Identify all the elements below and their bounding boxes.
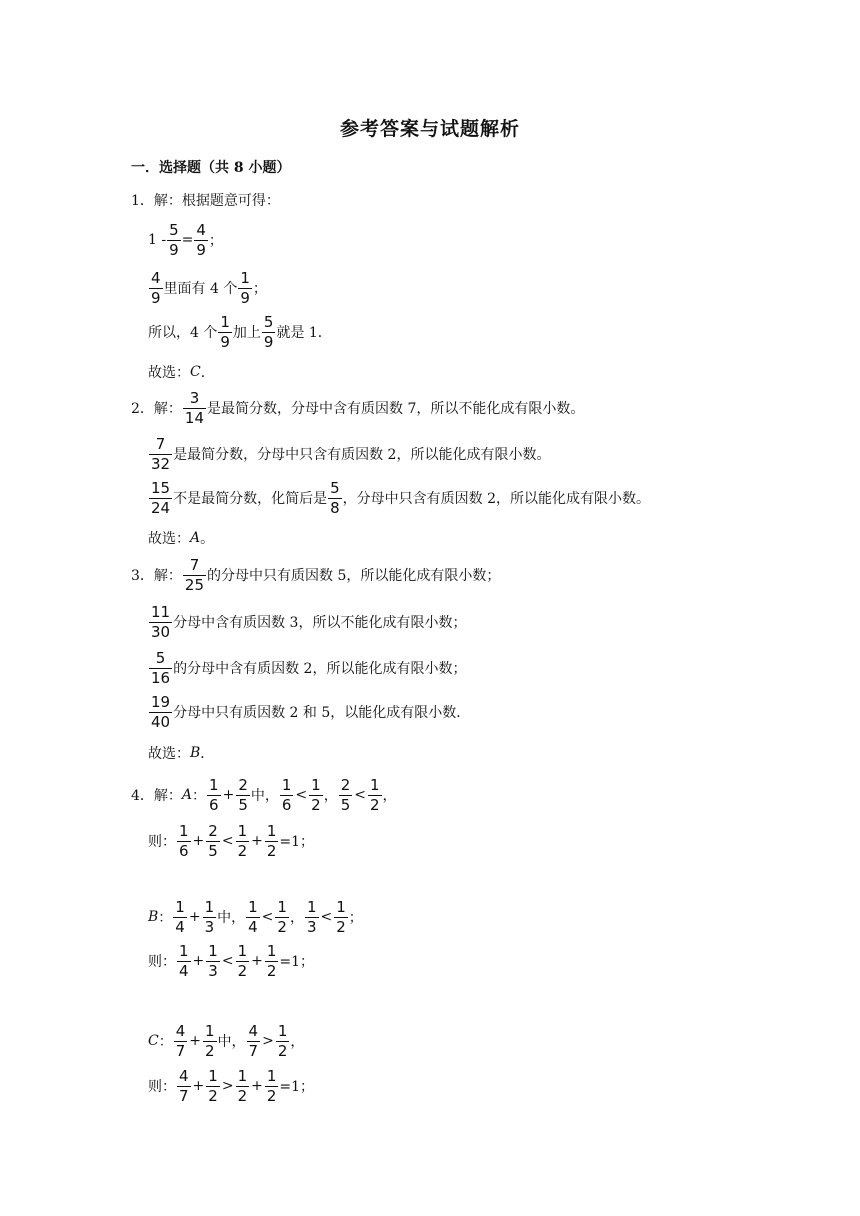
fraction-denominator: 2 (266, 961, 277, 980)
text-segment: 里面有 4 个 (163, 281, 238, 297)
text-segment: + (251, 1078, 263, 1094)
fraction-denominator: 9 (263, 332, 274, 351)
text-segment: 1．解：根据题意可得： (131, 193, 280, 209)
fraction (238, 268, 252, 307)
fraction-numerator: 1 (205, 1021, 215, 1040)
q1-heading (131, 180, 280, 220)
fraction-denominator: 3 (204, 917, 215, 936)
fraction-numerator: 1 (240, 268, 250, 287)
fraction (149, 478, 172, 517)
text-segment: A (181, 787, 193, 803)
text-segment: 的分母中含有质因数 2，所以能化成有限小数； (173, 661, 467, 677)
fraction (339, 775, 353, 814)
fraction (177, 1066, 191, 1105)
fraction-denominator: 9 (220, 332, 230, 351)
fraction (177, 941, 191, 980)
text-segment: 的分母中只有质因数 5，所以能化成有限小数； (207, 568, 501, 584)
fraction-denominator: 4 (175, 917, 185, 936)
fraction-denominator: 9 (240, 288, 250, 307)
text-segment: ， (290, 1034, 305, 1050)
text-segment: + (189, 1033, 201, 1049)
text-segment: 则： (148, 1079, 176, 1095)
q3-line-4 (148, 692, 470, 732)
text-segment: C (190, 364, 201, 380)
q4-option-c (148, 1021, 304, 1061)
fraction (149, 434, 172, 473)
fraction (183, 555, 206, 594)
fraction-denominator: 3 (306, 917, 317, 936)
text-segment: 4．解： (131, 788, 182, 804)
fraction (305, 897, 319, 936)
text-segment: ； (348, 910, 363, 926)
fraction-denominator: 4 (179, 961, 189, 980)
fraction (265, 1066, 279, 1105)
text-segment: + (251, 953, 263, 969)
fraction-numerator: 1 (266, 1066, 277, 1085)
fraction-denominator: 7 (175, 1041, 186, 1060)
text-segment: 中， (217, 1034, 246, 1050)
fraction (275, 897, 289, 936)
fraction (173, 897, 187, 936)
fraction-numerator: 2 (208, 821, 218, 840)
text-segment: 3．解： (131, 568, 182, 584)
fraction-denominator: 3 (208, 961, 218, 980)
fraction-numerator: 4 (179, 1066, 189, 1085)
fraction (328, 478, 342, 517)
q4-option-b (148, 897, 363, 937)
fraction-denominator: 32 (151, 454, 171, 473)
text-segment: 是最简分数，分母中只含有质因数 2，所以能化成有限小数。 (173, 447, 551, 463)
text-segment: =1； (279, 954, 315, 970)
fraction (236, 775, 250, 814)
text-segment: 1 - (148, 232, 167, 248)
fraction-denominator: 9 (196, 240, 206, 259)
fraction-numerator: 7 (155, 434, 166, 453)
text-segment: 则： (148, 834, 176, 850)
q2-line-3 (148, 478, 650, 518)
q4-option-a-then (148, 821, 314, 861)
fraction-denominator: 2 (208, 1086, 218, 1105)
q4-option-b-then (148, 941, 314, 981)
fraction-denominator: 2 (336, 917, 346, 936)
fraction-denominator: 14 (184, 408, 205, 427)
fraction (247, 1021, 261, 1060)
text-segment: A (190, 530, 201, 546)
text-segment: + (192, 953, 205, 969)
fraction-denominator: 2 (369, 795, 380, 814)
fraction (218, 312, 232, 351)
fraction-numerator: 1 (369, 775, 380, 794)
fraction-numerator: 4 (175, 1021, 186, 1040)
text-segment: ： (158, 1034, 173, 1050)
fraction-denominator: 2 (277, 917, 287, 936)
text-segment: ， (289, 910, 304, 926)
fraction (246, 897, 260, 936)
text-segment: 故选： (148, 531, 190, 547)
fraction-denominator: 2 (237, 841, 248, 860)
fraction-denominator: 2 (237, 961, 248, 980)
text-segment: + (192, 1078, 205, 1094)
fraction-numerator: 1 (311, 775, 321, 794)
fraction-denominator: 40 (151, 712, 171, 731)
fraction-denominator: 5 (208, 841, 218, 860)
fraction-denominator: 5 (238, 795, 248, 814)
fraction-denominator: 9 (151, 288, 161, 307)
fraction (149, 692, 172, 731)
fraction (183, 388, 206, 427)
fraction-numerator: 1 (266, 941, 277, 960)
fraction-numerator: 5 (263, 312, 274, 331)
fraction-denominator: 2 (205, 1041, 215, 1060)
fraction-numerator: 7 (189, 555, 200, 574)
text-segment: 。 (200, 531, 215, 547)
fraction-denominator: 6 (209, 795, 219, 814)
fraction-denominator: 2 (277, 1041, 288, 1060)
fraction-denominator: 8 (330, 498, 340, 517)
fraction-numerator: 5 (155, 648, 166, 667)
fraction-numerator: 1 (237, 941, 248, 960)
text-segment: + (192, 833, 205, 849)
fraction-numerator: 1 (209, 775, 219, 794)
fraction-numerator: 19 (151, 692, 171, 711)
fraction-numerator: 3 (189, 388, 200, 407)
text-segment: < (354, 787, 366, 803)
text-segment: =1； (279, 1079, 315, 1095)
fraction (236, 1066, 250, 1105)
q4-option-a (131, 775, 397, 815)
fraction-denominator: 6 (281, 795, 292, 814)
fraction (167, 220, 181, 259)
text-segment: 所以，4 个 (148, 325, 218, 341)
text-segment: 故选： (148, 365, 190, 381)
text-segment: ； (208, 233, 223, 249)
fraction-numerator: 1 (179, 821, 189, 840)
text-segment: ，分母中只含有质因数 2，所以能化成有限小数。 (342, 491, 650, 507)
fraction-denominator: 2 (266, 1086, 277, 1105)
fraction-numerator: 1 (277, 1021, 288, 1040)
text-segment: ． (200, 746, 215, 762)
fraction-numerator: 15 (151, 478, 171, 497)
fraction-numerator: 1 (281, 775, 292, 794)
fraction-denominator: 2 (237, 1086, 248, 1105)
fraction-numerator: 1 (336, 897, 346, 916)
text-segment: ； (252, 281, 267, 297)
fraction (368, 775, 382, 814)
text-segment: < (221, 833, 234, 849)
text-segment: B (190, 745, 201, 761)
fraction-numerator: 1 (248, 897, 258, 916)
fraction-denominator: 7 (248, 1041, 259, 1060)
fraction-denominator: 6 (179, 841, 189, 860)
fraction (149, 602, 172, 641)
text-segment: ， (323, 788, 338, 804)
fraction-numerator: 4 (196, 220, 206, 239)
fraction (149, 268, 163, 307)
text-segment: 故选： (148, 746, 190, 762)
fraction (236, 941, 250, 980)
fraction-denominator: 5 (340, 795, 351, 814)
q3-answer (148, 733, 214, 773)
fraction (309, 775, 323, 814)
text-segment: C (148, 1033, 159, 1049)
fraction (262, 312, 276, 351)
fraction (174, 1021, 188, 1060)
fraction (149, 648, 172, 687)
text-segment: ： (158, 910, 173, 926)
text-segment: 分母中只有质因数 2 和 5，以能化成有限小数． (173, 705, 471, 721)
text-segment: =1； (279, 834, 315, 850)
fraction-denominator: 7 (179, 1086, 189, 1105)
fraction-denominator: 25 (184, 575, 205, 594)
q3-line-1 (131, 555, 500, 595)
fraction-numerator: 2 (238, 775, 248, 794)
fraction-denominator: 2 (311, 795, 321, 814)
fraction-numerator: 1 (204, 897, 215, 916)
fraction-numerator: 11 (151, 602, 171, 621)
fraction (203, 1021, 217, 1060)
fraction-denominator: 16 (151, 668, 171, 687)
fraction (276, 1021, 290, 1060)
text-segment: + (251, 833, 263, 849)
fraction (203, 897, 217, 936)
fraction-numerator: 1 (266, 821, 277, 840)
q3-line-3 (148, 648, 466, 688)
text-segment: = (181, 232, 194, 248)
text-segment: + (222, 787, 235, 803)
text-segment: 加上 (232, 325, 261, 341)
fraction-denominator: 24 (151, 498, 171, 517)
fraction (206, 1066, 220, 1105)
fraction-numerator: 1 (220, 312, 230, 331)
fraction (194, 220, 208, 259)
fraction-numerator: 1 (179, 941, 189, 960)
fraction-numerator: 5 (169, 220, 179, 239)
text-segment: < (320, 909, 333, 925)
text-segment: 就是 1． (276, 325, 332, 341)
text-segment: 分母中含有质因数 3，所以不能化成有限小数； (173, 615, 467, 631)
fraction (280, 775, 294, 814)
fraction-numerator: 4 (248, 1021, 259, 1040)
text-segment: 2．解： (131, 401, 182, 417)
q2-answer (148, 518, 214, 558)
text-segment: B (148, 909, 159, 925)
fraction-numerator: 1 (208, 1066, 218, 1085)
q1-line-2 (148, 268, 267, 308)
fraction-numerator: 1 (277, 897, 287, 916)
text-segment: ． (200, 365, 215, 381)
fraction (334, 897, 348, 936)
fraction-denominator: 4 (248, 917, 258, 936)
fraction-denominator: 30 (151, 622, 171, 641)
text-segment: + (188, 909, 201, 925)
q4-option-c-then (148, 1066, 314, 1106)
fraction-denominator: 9 (169, 240, 179, 259)
q2-line-2 (148, 434, 550, 474)
text-segment: ： (192, 788, 207, 804)
fraction-numerator: 2 (340, 775, 351, 794)
fraction-numerator: 5 (330, 478, 340, 497)
text-segment: 中， (250, 788, 279, 804)
q2-line-1 (131, 388, 584, 428)
text-segment: < (221, 953, 234, 969)
text-segment: ， (382, 788, 397, 804)
q1-line-3 (148, 312, 332, 352)
fraction (265, 821, 279, 860)
text-segment: > (221, 1078, 234, 1094)
fraction-numerator: 1 (175, 897, 185, 916)
text-segment: 中， (217, 910, 246, 926)
fraction-numerator: 4 (151, 268, 161, 287)
text-segment: 则： (148, 954, 176, 970)
fraction-numerator: 1 (208, 941, 218, 960)
fraction-denominator: 2 (266, 841, 277, 860)
fraction (265, 941, 279, 980)
fraction (207, 775, 221, 814)
fraction-numerator: 1 (237, 821, 248, 840)
fraction (206, 941, 220, 980)
fraction-numerator: 1 (306, 897, 317, 916)
q1-line-1 (148, 220, 223, 260)
section-heading: 一．选择题（共 8 小题） (131, 160, 291, 176)
page-title: 参考答案与试题解析 (339, 118, 520, 140)
fraction (177, 821, 191, 860)
text-segment: < (295, 787, 308, 803)
fraction (236, 821, 250, 860)
q3-line-2 (148, 602, 466, 642)
fraction (206, 821, 220, 860)
fraction-numerator: 1 (237, 1066, 248, 1085)
q1-answer (148, 352, 215, 392)
text-segment: 不是最简分数，化简后是 (173, 491, 328, 507)
text-segment: < (261, 909, 274, 925)
text-segment: > (262, 1033, 274, 1049)
text-segment: 是最简分数，分母中含有质因数 7，所以不能化成有限小数。 (207, 401, 585, 417)
